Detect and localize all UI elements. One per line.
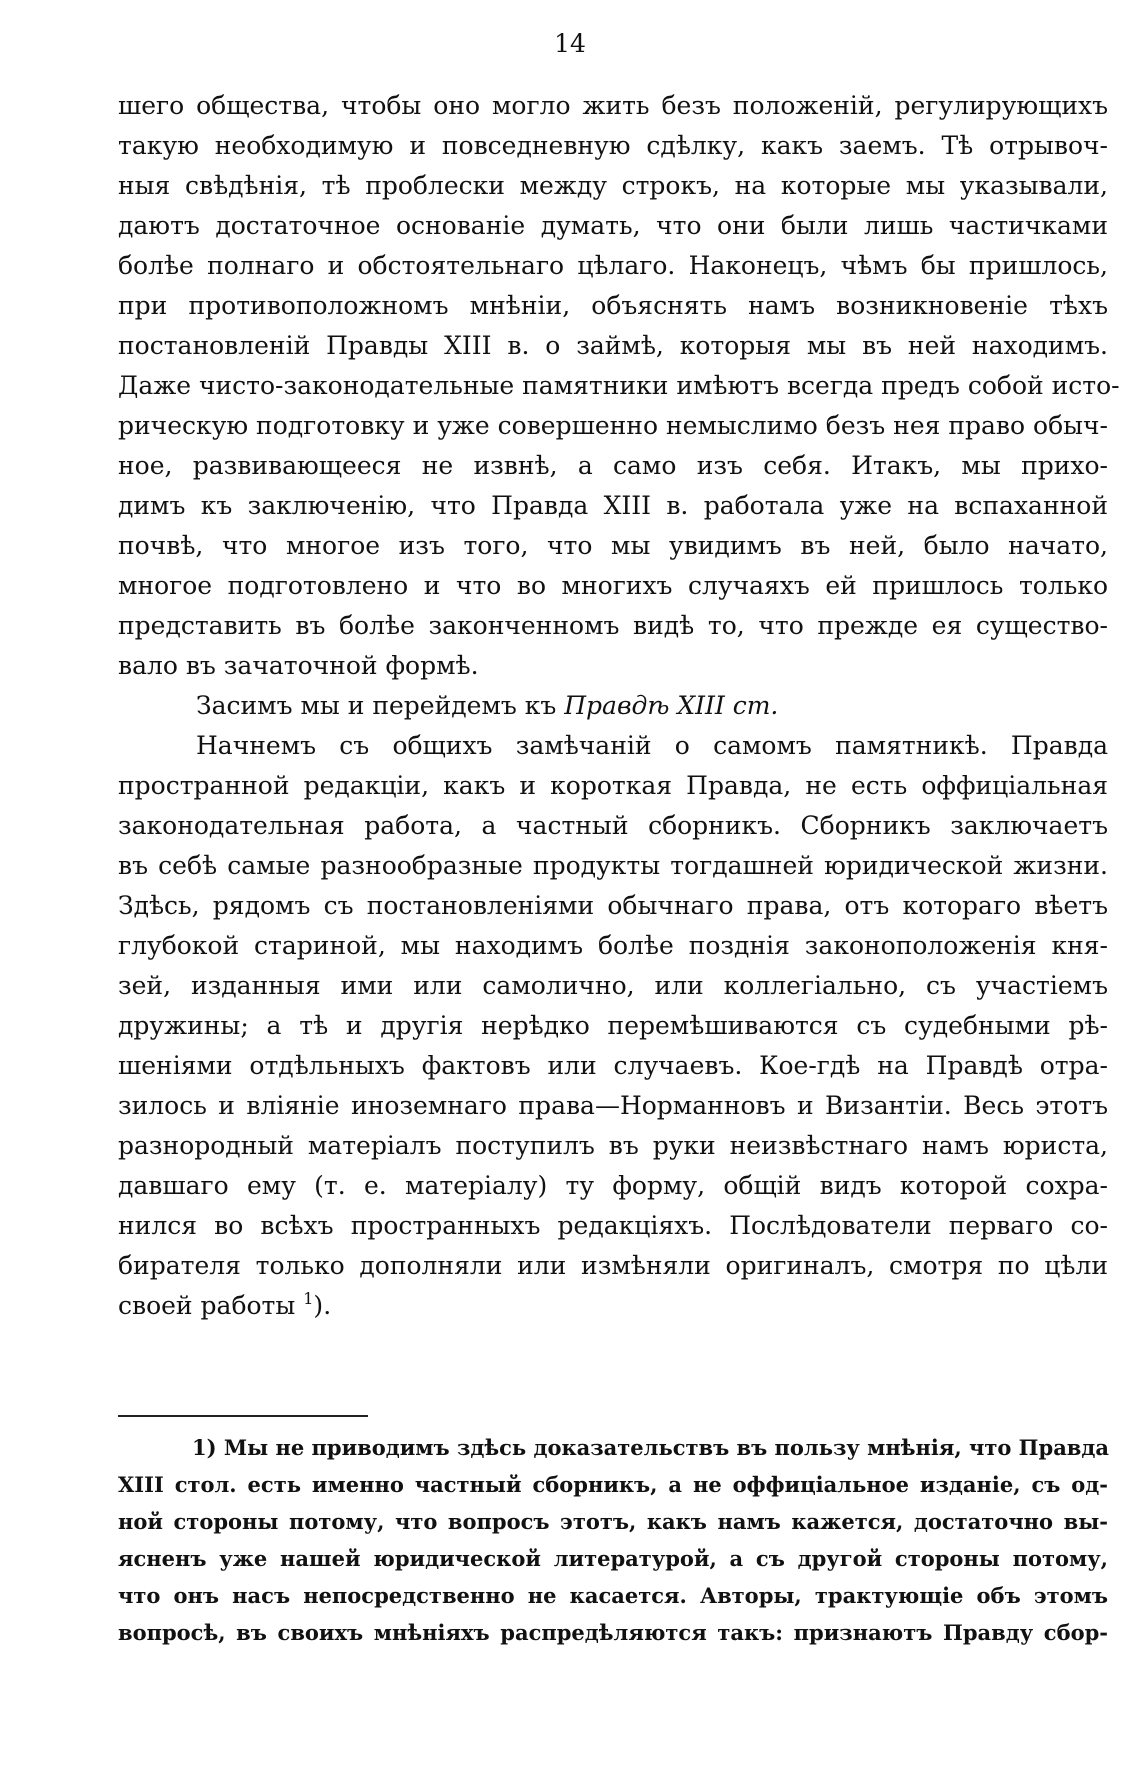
text-line: многое подготовлено и что во многихъ случаяхъ ей пришлось только: [118, 571, 1108, 600]
text-line: постановленій Правды XIII в. о займѣ, которыя мы въ ней находимъ.: [118, 331, 1108, 360]
heading-lead-text: Засимъ мы и перейдемъ къ: [196, 691, 557, 720]
text-line: шеніями отдѣльныхъ фактовъ или случаевъ. Кое-гдѣ на Правдѣ отра-: [118, 1051, 1108, 1080]
text-line: дружины; а тѣ и другія нерѣдко перемѣшиваются съ судебными рѣ-: [118, 1011, 1108, 1040]
text-line: въ себѣ самые разнообразные продукты тогдашней юридической жизни.: [118, 851, 1108, 880]
footnote-line: что онъ насъ непосредственно не касается. Авторы, трактующіе объ этомъ: [118, 1583, 1108, 1608]
text-line: шего общества, чтобы оно могло жить безъ положеній, регулирующихъ: [118, 91, 1108, 120]
footnote-divider: [118, 1415, 368, 1417]
footnotes: [118, 1429, 1108, 1651]
main-text: [118, 86, 1120, 1326]
text-line: болѣе полнаго и обстоятельнаго цѣлаго. Наконецъ, чѣмъ бы пришлось,: [118, 251, 1108, 280]
text-line: вало въ зачаточной формѣ.: [118, 651, 479, 680]
footnote-line: ясненъ уже нашей юридической литературой, а съ другой стороны потому,: [118, 1546, 1108, 1571]
text-line: пространной редакціи, какъ и короткая Правда, не есть оффиціальная: [118, 771, 1108, 800]
text-line: рическую подготовку и уже совершенно немыслимо безъ нея право обыч-: [118, 411, 1108, 440]
text-line: ныя свѣдѣнія, тѣ проблески между строкъ, на которые мы указывали,: [118, 171, 1108, 200]
text-line: почвѣ, что многое изъ того, что мы увидимъ въ ней, было начато,: [118, 531, 1108, 560]
section-heading-line: [118, 686, 1108, 726]
heading-italic-title: Правдѣ XIII ст.: [564, 691, 779, 720]
text-line: бирателя только дополняли или измѣняли оригиналъ, смотря по цѣли: [118, 1251, 1108, 1280]
footnote-line: 1) Мы не приводимъ здѣсь доказательствъ въ пользу мнѣнія, что Правда: [192, 1435, 1109, 1460]
text-line: представить въ болѣе законченномъ видѣ то, что прежде ея существо-: [118, 611, 1108, 640]
footnote-line: вопросѣ, въ своихъ мнѣніяхъ распредѣляются такъ: признаютъ Правду сбор-: [118, 1620, 1108, 1645]
text-line: давшаго ему (т. е. матеріалу) ту форму, общій видъ которой сохра-: [118, 1171, 1108, 1200]
page-number: 14: [554, 29, 586, 58]
text-line: разнородный матеріалъ поступилъ въ руки неизвѣстнаго намъ юриста,: [118, 1131, 1108, 1160]
text-line: Начнемъ съ общихъ замѣчаній о самомъ памятникѣ. Правда: [196, 731, 1108, 760]
text-line: такую необходимую и повседневную сдѣлку, какъ заемъ. Тѣ отрывоч-: [118, 131, 1108, 160]
text-line: глубокой стариной, мы находимъ болѣе позднія законоположенія кня-: [118, 931, 1108, 960]
text-line: законодательная работа, а частный сборникъ. Сборникъ заключаетъ: [118, 811, 1108, 840]
footnote-line: XIII стол. есть именно частный сборникъ, а не оффиціальное изданіе, съ од-: [118, 1472, 1108, 1497]
text-line: даютъ достаточное основаніе думать, что они были лишь частичками: [118, 211, 1108, 240]
closing-text: своей работы: [118, 1291, 296, 1320]
text-line: ное, развивающееся не извнѣ, а само изъ себя. Итакъ, мы прихо-: [118, 451, 1108, 480]
text-line: при противоположномъ мнѣніи, объяснять намъ возникновеніе тѣхъ: [118, 291, 1108, 320]
text-line: Здѣсь, рядомъ съ постановленіями обычнаго права, отъ котораго вѣетъ: [118, 891, 1108, 920]
text-line: димъ къ заключенію, что Правда XIII в. работала уже на вспаханной: [118, 491, 1108, 520]
footnote-line: ной стороны потому, что вопросъ этотъ, какъ намъ кажется, достаточно вы-: [118, 1509, 1108, 1534]
footnote-reference: 1: [303, 1289, 314, 1308]
text-line: нился во всѣхъ пространныхъ редакціяхъ. Послѣдователи перваго со-: [118, 1211, 1108, 1240]
closing-text-line: своей работы $^1$).: [118, 1289, 332, 1320]
closing-punctuation: .: [323, 1291, 332, 1320]
text-line: зей, изданныя ими или самолично, или коллегіально, съ участіемъ: [118, 971, 1108, 1000]
text-line: зилось и вліяніе иноземнаго права—Норманновъ и Византіи. Весь этотъ: [118, 1091, 1108, 1120]
text-line: Даже чисто-законодательные памятники имѣютъ всегда предъ собой исто-: [118, 371, 1120, 400]
